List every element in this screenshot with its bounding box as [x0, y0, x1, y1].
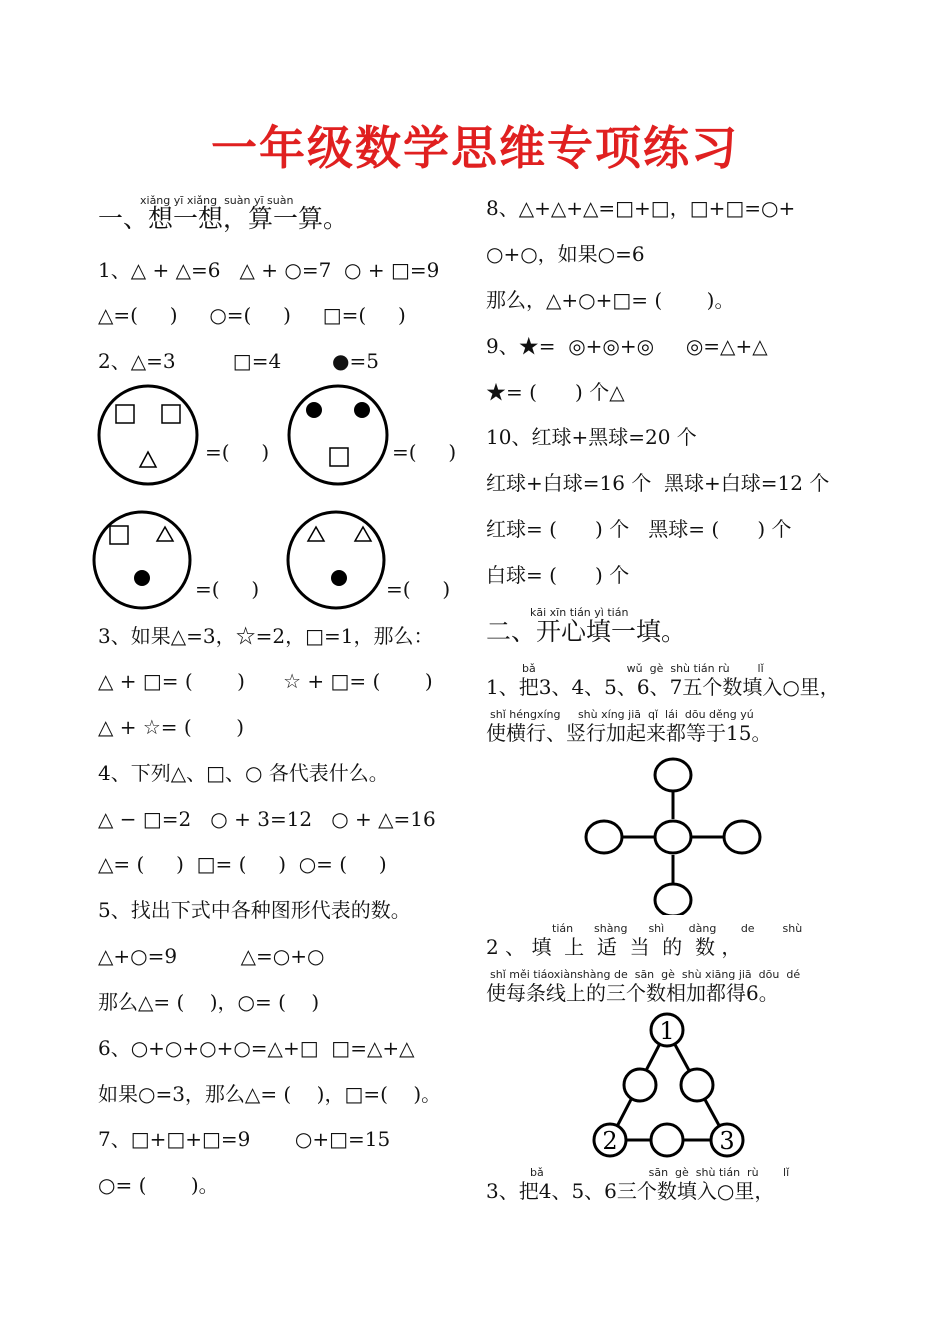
fill2-line1: 2 、 填 上 适 当 的 数 ， [486, 935, 742, 959]
section1-heading: 一、想一想，算一算。 [98, 204, 349, 233]
q6-equations: 6、○+○+○+○=△+□ □=△+△ [98, 1036, 415, 1060]
page-title: 一年级数学思维专项练习 [211, 121, 739, 175]
q2-blank-1: =( ) [205, 440, 270, 464]
fill1-pinyin-a: bǎ wǔ gè shù tián rù lǐ [522, 662, 764, 675]
q2-blank-3: =( ) [195, 577, 260, 601]
section1-pinyin: xiǎng yī xiǎng suàn yī suàn [140, 194, 294, 207]
q2-blank-2: =( ) [392, 440, 457, 464]
q9-answer: ★= ( ) 个△ [486, 380, 625, 404]
q6-answers: 如果○=3，那么△= ( )，□=( )。 [98, 1082, 442, 1106]
q4-prompt: 4、下列△、□、○ 各代表什么。 [98, 761, 389, 785]
triangle-figure [585, 1010, 755, 1160]
q8-answer: 那么，△+○+□= ( )。 [486, 288, 735, 312]
q5-answers: 那么△= ( )，○= ( ) [98, 990, 320, 1014]
q3-row1: △ + □= ( ) ☆ + □= ( ) [98, 669, 433, 693]
q2-face-figures [90, 380, 480, 610]
q2-blank-4: =( ) [386, 577, 451, 601]
section2-pinyin: kāi xīn tián yì tián [530, 606, 629, 619]
fill2-line2: 使每条线上的三个数相加都得6。 [486, 981, 779, 1005]
q4-answers: △= ( ) □= ( ) ○= ( ) [98, 852, 387, 876]
fill1-pinyin-b: shǐ héngxíng shù xíng jiā qǐ lái dōu děng yú [490, 708, 754, 721]
q3-row2: △ + ☆= ( ) [98, 715, 245, 739]
q9-equations: 9、★= ◎+◎+◎ ◎=△+△ [486, 334, 768, 358]
q10-line3: 红球= ( ) 个 黑球= ( ) 个 [486, 517, 792, 541]
fill1-line2: 使横行、竖行加起来都等于15。 [486, 721, 772, 745]
q2-values: 2、△=3 □=4 ●=5 [98, 349, 379, 373]
q7-equations: 7、□+□+□=9 ○+□=15 [98, 1127, 391, 1151]
q1-answers: △=( ) ○=( ) □=( ) [98, 303, 406, 327]
q10-line1: 10、红球+黑球=20 个 [486, 425, 697, 449]
q5-prompt: 5、找出下式中各种图形代表的数。 [98, 898, 411, 922]
q1-equations: 1、△ + △=6 △ + ○=7 ○ + □=9 [98, 258, 440, 282]
q10-line4: 白球= ( ) 个 [486, 563, 630, 587]
q8-equations: 8、△+△+△=□+□，□+□=○+ [486, 196, 796, 220]
section2-heading: 二、开心填一填。 [486, 617, 687, 646]
fill3-line: 3、把4、5、6三个数填入○里， [486, 1179, 775, 1203]
q3-condition: 3、如果△=3，☆=2，□=1，那么： [98, 624, 434, 648]
fill2-pinyin-b: shǐ měi tiáoxiànshàng de sān gè shù xiāng jiā dōu dé [490, 968, 801, 981]
fill1-line1: 1、把3、4、5、6、7五个数填入○里， [486, 675, 840, 699]
q5-equations: △+○=9 △=○+○ [98, 944, 325, 968]
cross-figure [580, 755, 770, 915]
triangle-number-top: 1 [659, 1017, 675, 1045]
triangle-number-right: 3 [719, 1127, 735, 1155]
fill3-pinyin: bǎ sān gè shù tián rù lǐ [530, 1166, 790, 1179]
fill2-pinyin-a: tián shàng shì dàng de shù [552, 922, 803, 935]
q7-answer: ○= ( )。 [98, 1173, 219, 1197]
q10-line2: 红球+白球=16 个 黑球+白球=12 个 [486, 471, 830, 495]
q8-condition: ○+○，如果○=6 [486, 242, 645, 266]
triangle-number-left: 2 [602, 1127, 618, 1155]
q4-equations: △ − □=2 ○ + 3=12 ○ + △=16 [98, 807, 436, 831]
